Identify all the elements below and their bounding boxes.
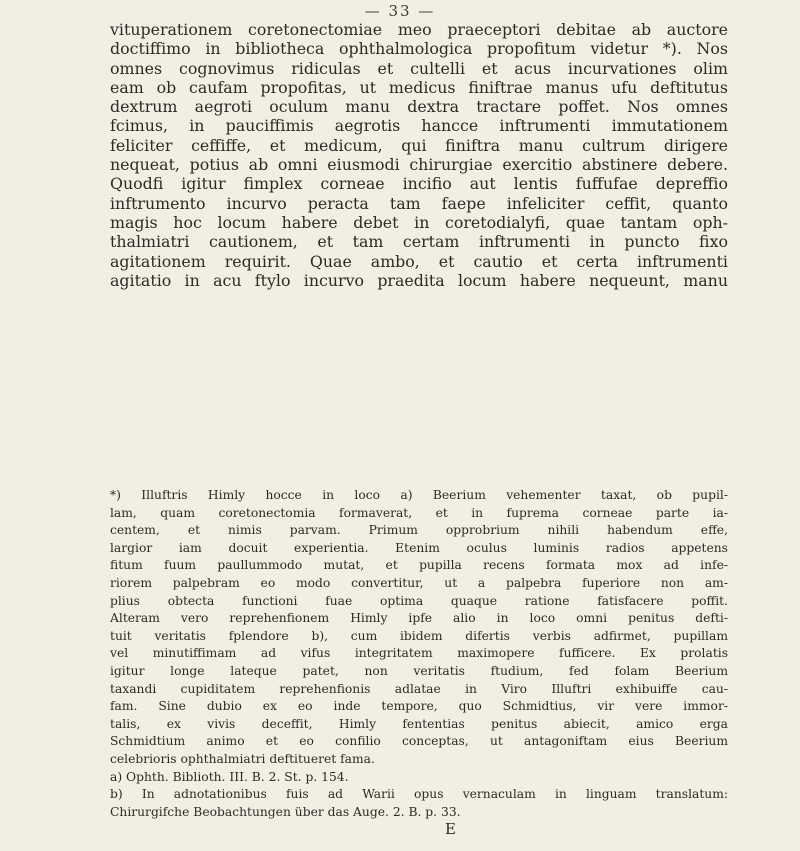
footnote-line: lam, quam coretonectomia formaverat, et in fuprema corneae parte ia- xyxy=(110,505,728,520)
main-text-line: magis hoc locum habere debet in coretodialyfi, quae tantam oph- xyxy=(110,212,728,232)
main-text-line: agitationem requirit. Quae ambo, et cautio et certa inftrumenti xyxy=(110,251,728,271)
footnotes-block xyxy=(110,487,728,821)
main-text-line: inftrumento incurvo peracta tam faepe infeliciter ceffit, quanto xyxy=(110,193,728,213)
footnote-line: riorem palpebram eo modo convertitur, ut a palpebra fuperiore non am- xyxy=(110,575,728,590)
footnote-line: centem, et nimis parvam. Primum opprobrium nihili habendum effe, xyxy=(110,523,728,538)
footnote-line: plius obtecta functioni fuae optima quaque ratione fatisfacere poffit. xyxy=(110,593,728,608)
main-text-line: Quodfi igitur fimplex corneae incifio aut lentis fuffufae depreffio xyxy=(110,174,728,194)
main-text-line: dextrum aegroti oculum manu dextra tractare poffet. Nos omnes xyxy=(110,97,728,117)
main-text-line: vituperationem coretonectomiae meo praeceptori debitae ab auctore xyxy=(110,20,728,39)
page-number: — 33 — xyxy=(364,2,436,20)
main-text-line: thalmiatri cautionem, et tam certam inftrumenti in puncto fixo xyxy=(110,232,728,252)
main-text-line: feliciter ceffiffe, et medicum, qui finiftra manu cultrum dirigere xyxy=(110,135,728,155)
footnote-line: fitum fuum paullummodo mutat, et pupilla recens formata mox ad infe- xyxy=(110,558,728,573)
footnote-line: *) Illuftris Himly hocce in loco a) Beerium vehementer taxat, ob pupil- xyxy=(110,488,728,502)
footnote-line: talis, ex vivis deceffit, Himly fententias penitus abiecit, amico erga xyxy=(110,716,728,731)
footnote-line: igitur longe lateque patet, non veritatis ftudium, fed folam Beerium xyxy=(110,663,728,678)
footnote-line: celebrioris ophthalmiatri deftitueret fama. xyxy=(110,751,375,766)
footnote-line: largior iam docuit experientia. Etenim oculus luminis radios appetens xyxy=(110,540,728,555)
footnote-line: Schmidtium animo et eo confilio conceptas, ut antagoniftam eius Beerium xyxy=(110,734,728,749)
main-text-line: doctiffimo in bibliotheca ophthalmologica propofitum videtur *). Nos xyxy=(110,39,728,59)
main-text-line: fcimus, in pauciffimis aegrotis hancce inftrumenti immutationem xyxy=(110,116,728,136)
main-text-line: omnes cognovimus ridiculas et cultelli et acus incurvationes olim xyxy=(110,58,728,78)
signature-mark: E xyxy=(445,820,456,838)
footnote-line: taxandi cupiditatem reprehenfionis adlatae in Viro Illuftri exhibuiffe cau- xyxy=(110,681,728,696)
footnote-line: Alteram vero reprehenfionem Himly ipfe alio in loco omni penitus defti- xyxy=(110,611,728,626)
main-text-line: eam ob caufam propofitas, ut medicus finiftrae manus ufu deftitutus xyxy=(110,77,728,97)
footnote-reference-b: b) In adnotationibus fuis ad Warii opus vernaculam in linguam translatum: xyxy=(110,787,728,802)
footnote-reference-a: a) Ophth. Biblioth. III. B. 2. St. p. 154. xyxy=(110,769,349,784)
footnote-line: fam. Sine dubio ex eo inde tempore, quo Schmidtius, vir vere immor- xyxy=(110,699,728,714)
footnote-line: vel minutiffimam ad vifus integritatem maximopere fufficere. Ex prolatis xyxy=(110,646,728,661)
main-text-line: agitatio in acu ftylo incurvo praedita locum habere nequeunt, manu xyxy=(110,270,728,290)
footnote-reference-b-title: Chirurgifche Beobachtungen über das Auge. 2. B. p. 33. xyxy=(110,804,461,819)
footnote-line: tuit veritatis fplendore b), cum ibidem difertis verbis adfirmet, pupillam xyxy=(110,628,728,643)
main-text-block xyxy=(110,20,728,290)
main-text-line: nequeat, potius ab omni eiusmodi chirurgiae exercitio abstinere debere. xyxy=(110,155,728,175)
